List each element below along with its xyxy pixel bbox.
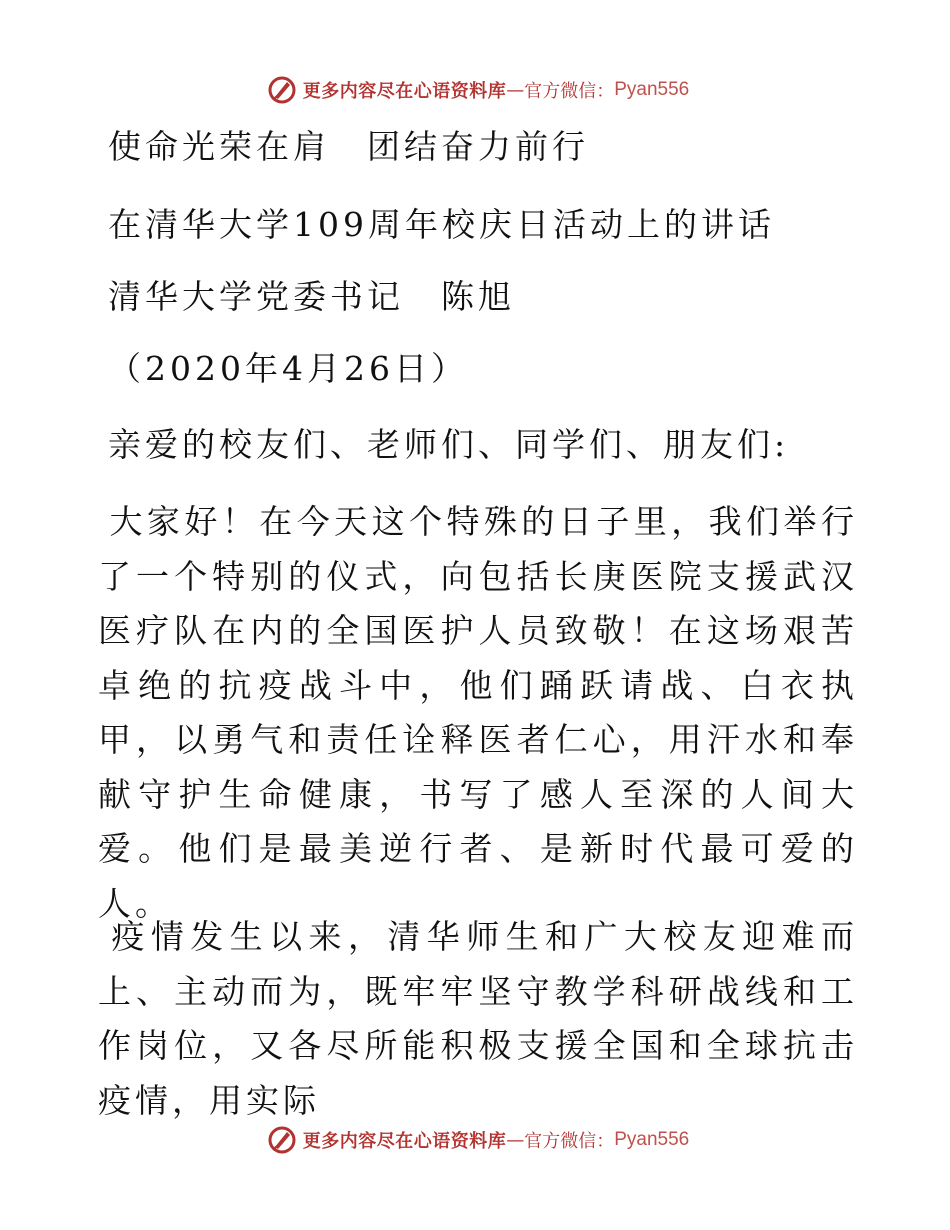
paragraph-text: 疫情发生以来，清华师生和广大校友迎难而上、主动而为，既牢牢坚守教学科研战线和工作岗位，又各尽所能积极支援全国和全球抗击疫情，用实际 xyxy=(98,917,858,1120)
document-subtitle: 在清华大学109周年校庆日活动上的讲话 xyxy=(108,205,775,244)
watermark-contact-id: Pyan556 xyxy=(614,79,690,100)
watermark-separator: — xyxy=(506,79,525,101)
watermark-contact-id: Pyan556 xyxy=(614,1129,690,1150)
paragraph-text: 大家好！在今天这个特殊的日子里，我们举行了一个特别的仪式，向包括长庚医院支援武汉医疗队在内的全国医护人员致敬！在这场艰苦卓绝的抗疫战斗中，他们踊跃请战、白衣执甲，以勇气和责任诠释医者仁心，用汗水和奉献守护生命健康，书写了感人至深的人间大爱。他们是最美逆行者、是新时代最可爱的人。 xyxy=(98,502,858,923)
watermark-group xyxy=(267,1125,690,1155)
watermark-text: 更多内容尽在心语资料库 xyxy=(302,81,507,102)
watermark-group xyxy=(267,75,690,105)
date-line: （2020年4月26日） xyxy=(108,349,468,388)
paragraph xyxy=(98,495,858,931)
header-watermark xyxy=(0,72,950,108)
paragraph xyxy=(98,910,858,1128)
watermark-separator: — xyxy=(506,1129,525,1151)
footer-watermark xyxy=(0,1122,950,1158)
document-title: 使命光荣在肩 团结奋力前行 xyxy=(108,127,589,166)
watermark-contact-label: 官方微信： xyxy=(524,81,615,102)
speaker-line: 清华大学党委书记 陈旭 xyxy=(108,277,515,316)
watermark-text: 更多内容尽在心语资料库 xyxy=(302,1131,507,1152)
salutation: 亲爱的校友们、老师们、同学们、朋友们: xyxy=(108,425,790,464)
quill-circle-icon xyxy=(267,1125,297,1155)
quill-circle-icon xyxy=(267,75,297,105)
watermark-contact-label: 官方微信： xyxy=(524,1131,615,1152)
